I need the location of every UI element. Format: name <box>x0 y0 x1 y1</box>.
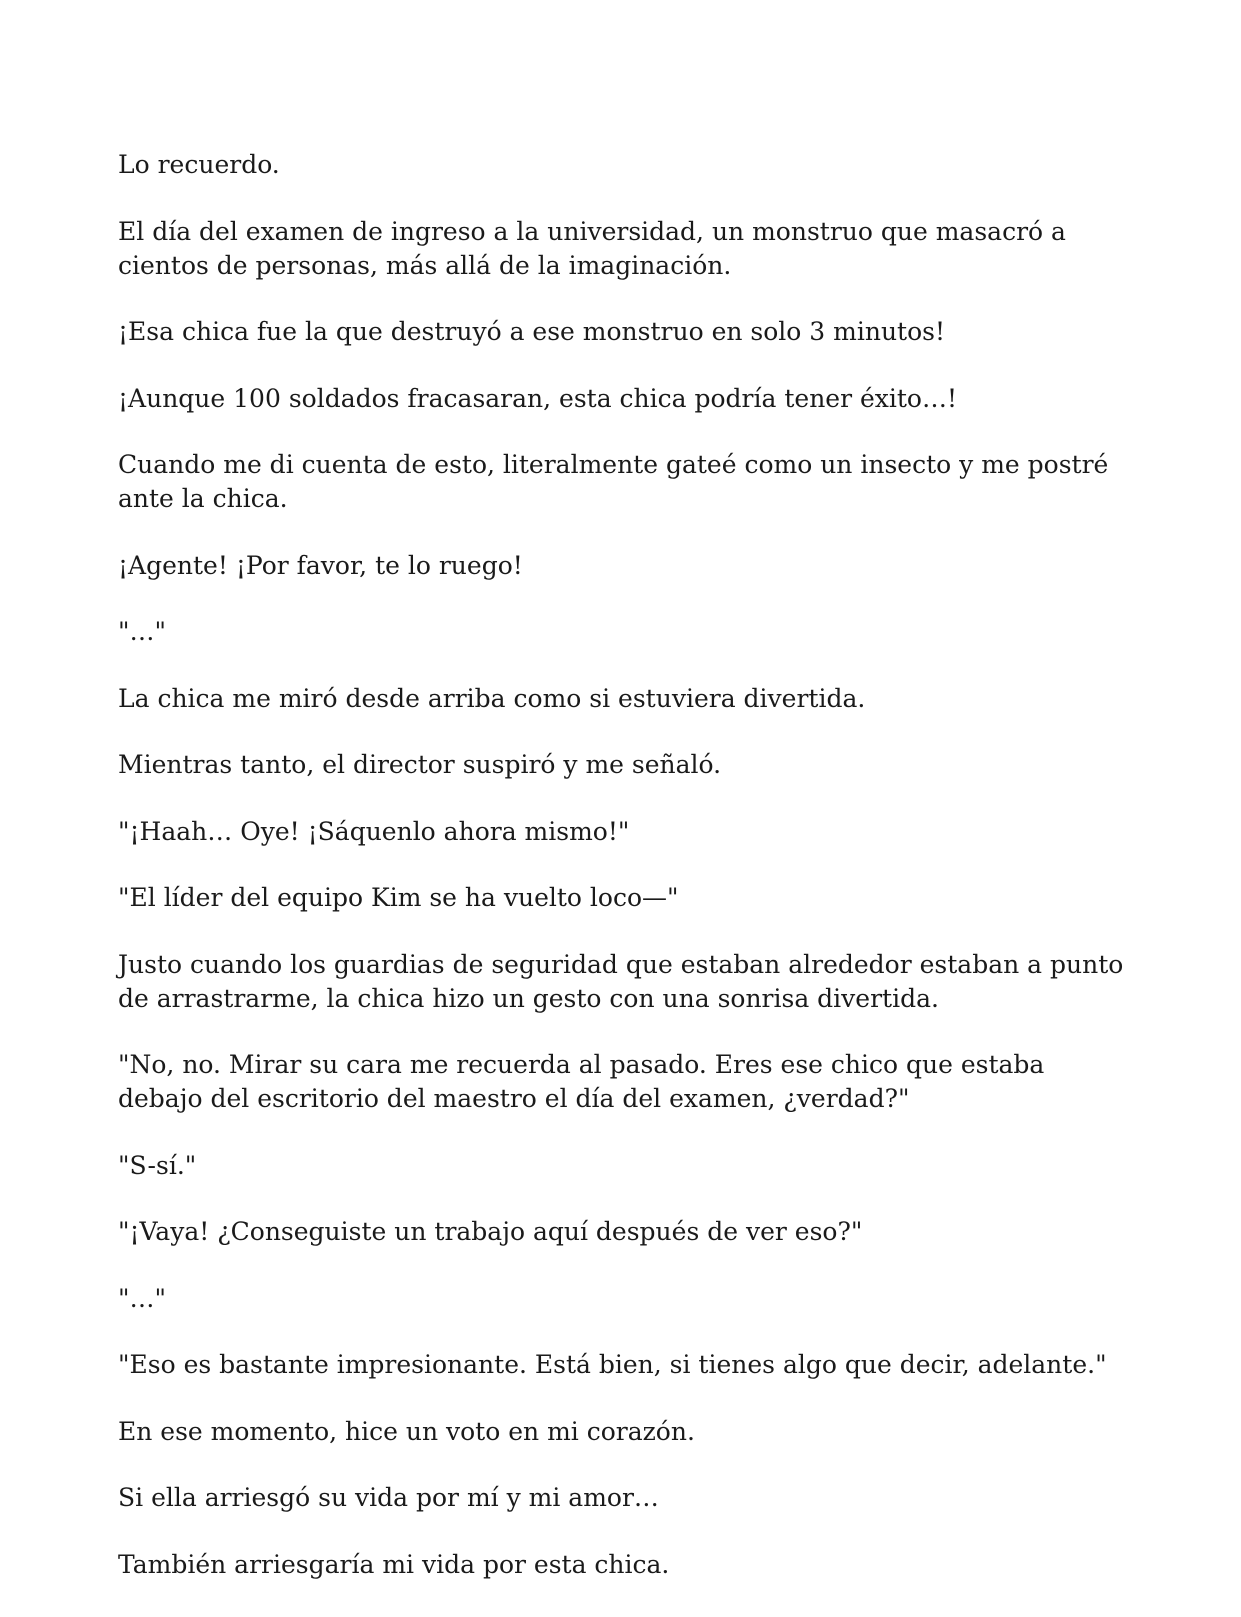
paragraph: Lo recuerdo. <box>118 150 280 179</box>
paragraph: Mientras tanto, el director suspiró y me señaló. <box>118 750 722 779</box>
paragraph: "…" <box>118 617 166 646</box>
paragraph: "No, no. Mirar su cara me recuerda al pasado. Eres ese chico que estaba debajo del escritorio del maestro el día del examen, ¿verdad?" <box>118 1050 1045 1113</box>
paragraph: El día del examen de ingreso a la universidad, un monstruo que masacró a cientos de personas, más allá de la imaginación. <box>118 216 1066 280</box>
paragraph: "S-sí." <box>118 1150 197 1180</box>
paragraph: En ese momento, hice un voto en mi corazón. <box>118 1416 695 1446</box>
paragraph: La chica me miró desde arriba como si estuviera divertida. <box>118 683 866 713</box>
paragraph: Justo cuando los guardias de seguridad que estaban alrededor estaban a punto de arrastrarme, la chica hizo un gesto con una sonrisa divertida. <box>118 949 1124 1013</box>
document-body <box>118 148 1128 1614</box>
paragraph: ¡Esa chica fue la que destruyó a ese monstruo en solo 3 minutos! <box>118 317 946 346</box>
paragraph: ¡Agente! ¡Por favor, te lo ruego! <box>118 550 523 580</box>
paragraph: ¡Aunque 100 soldados fracasaran, esta chica podría tener éxito…! <box>118 383 958 413</box>
paragraph: "¡Vaya! ¿Conseguiste un trabajo aquí después de ver eso?" <box>118 1217 863 1246</box>
paragraph: Cuando me di cuenta de esto, literalmente gateé como un insecto y me postré ante la chica. <box>118 450 1109 513</box>
paragraph: También arriesgaría mi vida por esta chica. <box>118 1549 670 1579</box>
paragraph: "Eso es bastante impresionante. Está bien, si tienes algo que decir, adelante." <box>118 1350 1107 1379</box>
paragraph: "…" <box>118 1283 166 1313</box>
paragraph: "El líder del equipo Kim se ha vuelto loco—" <box>118 883 679 912</box>
paragraph: Si ella arriesgó su vida por mí y mi amor… <box>118 1483 659 1512</box>
paragraph: "¡Haah… Oye! ¡Sáquenlo ahora mismo!" <box>118 816 630 846</box>
